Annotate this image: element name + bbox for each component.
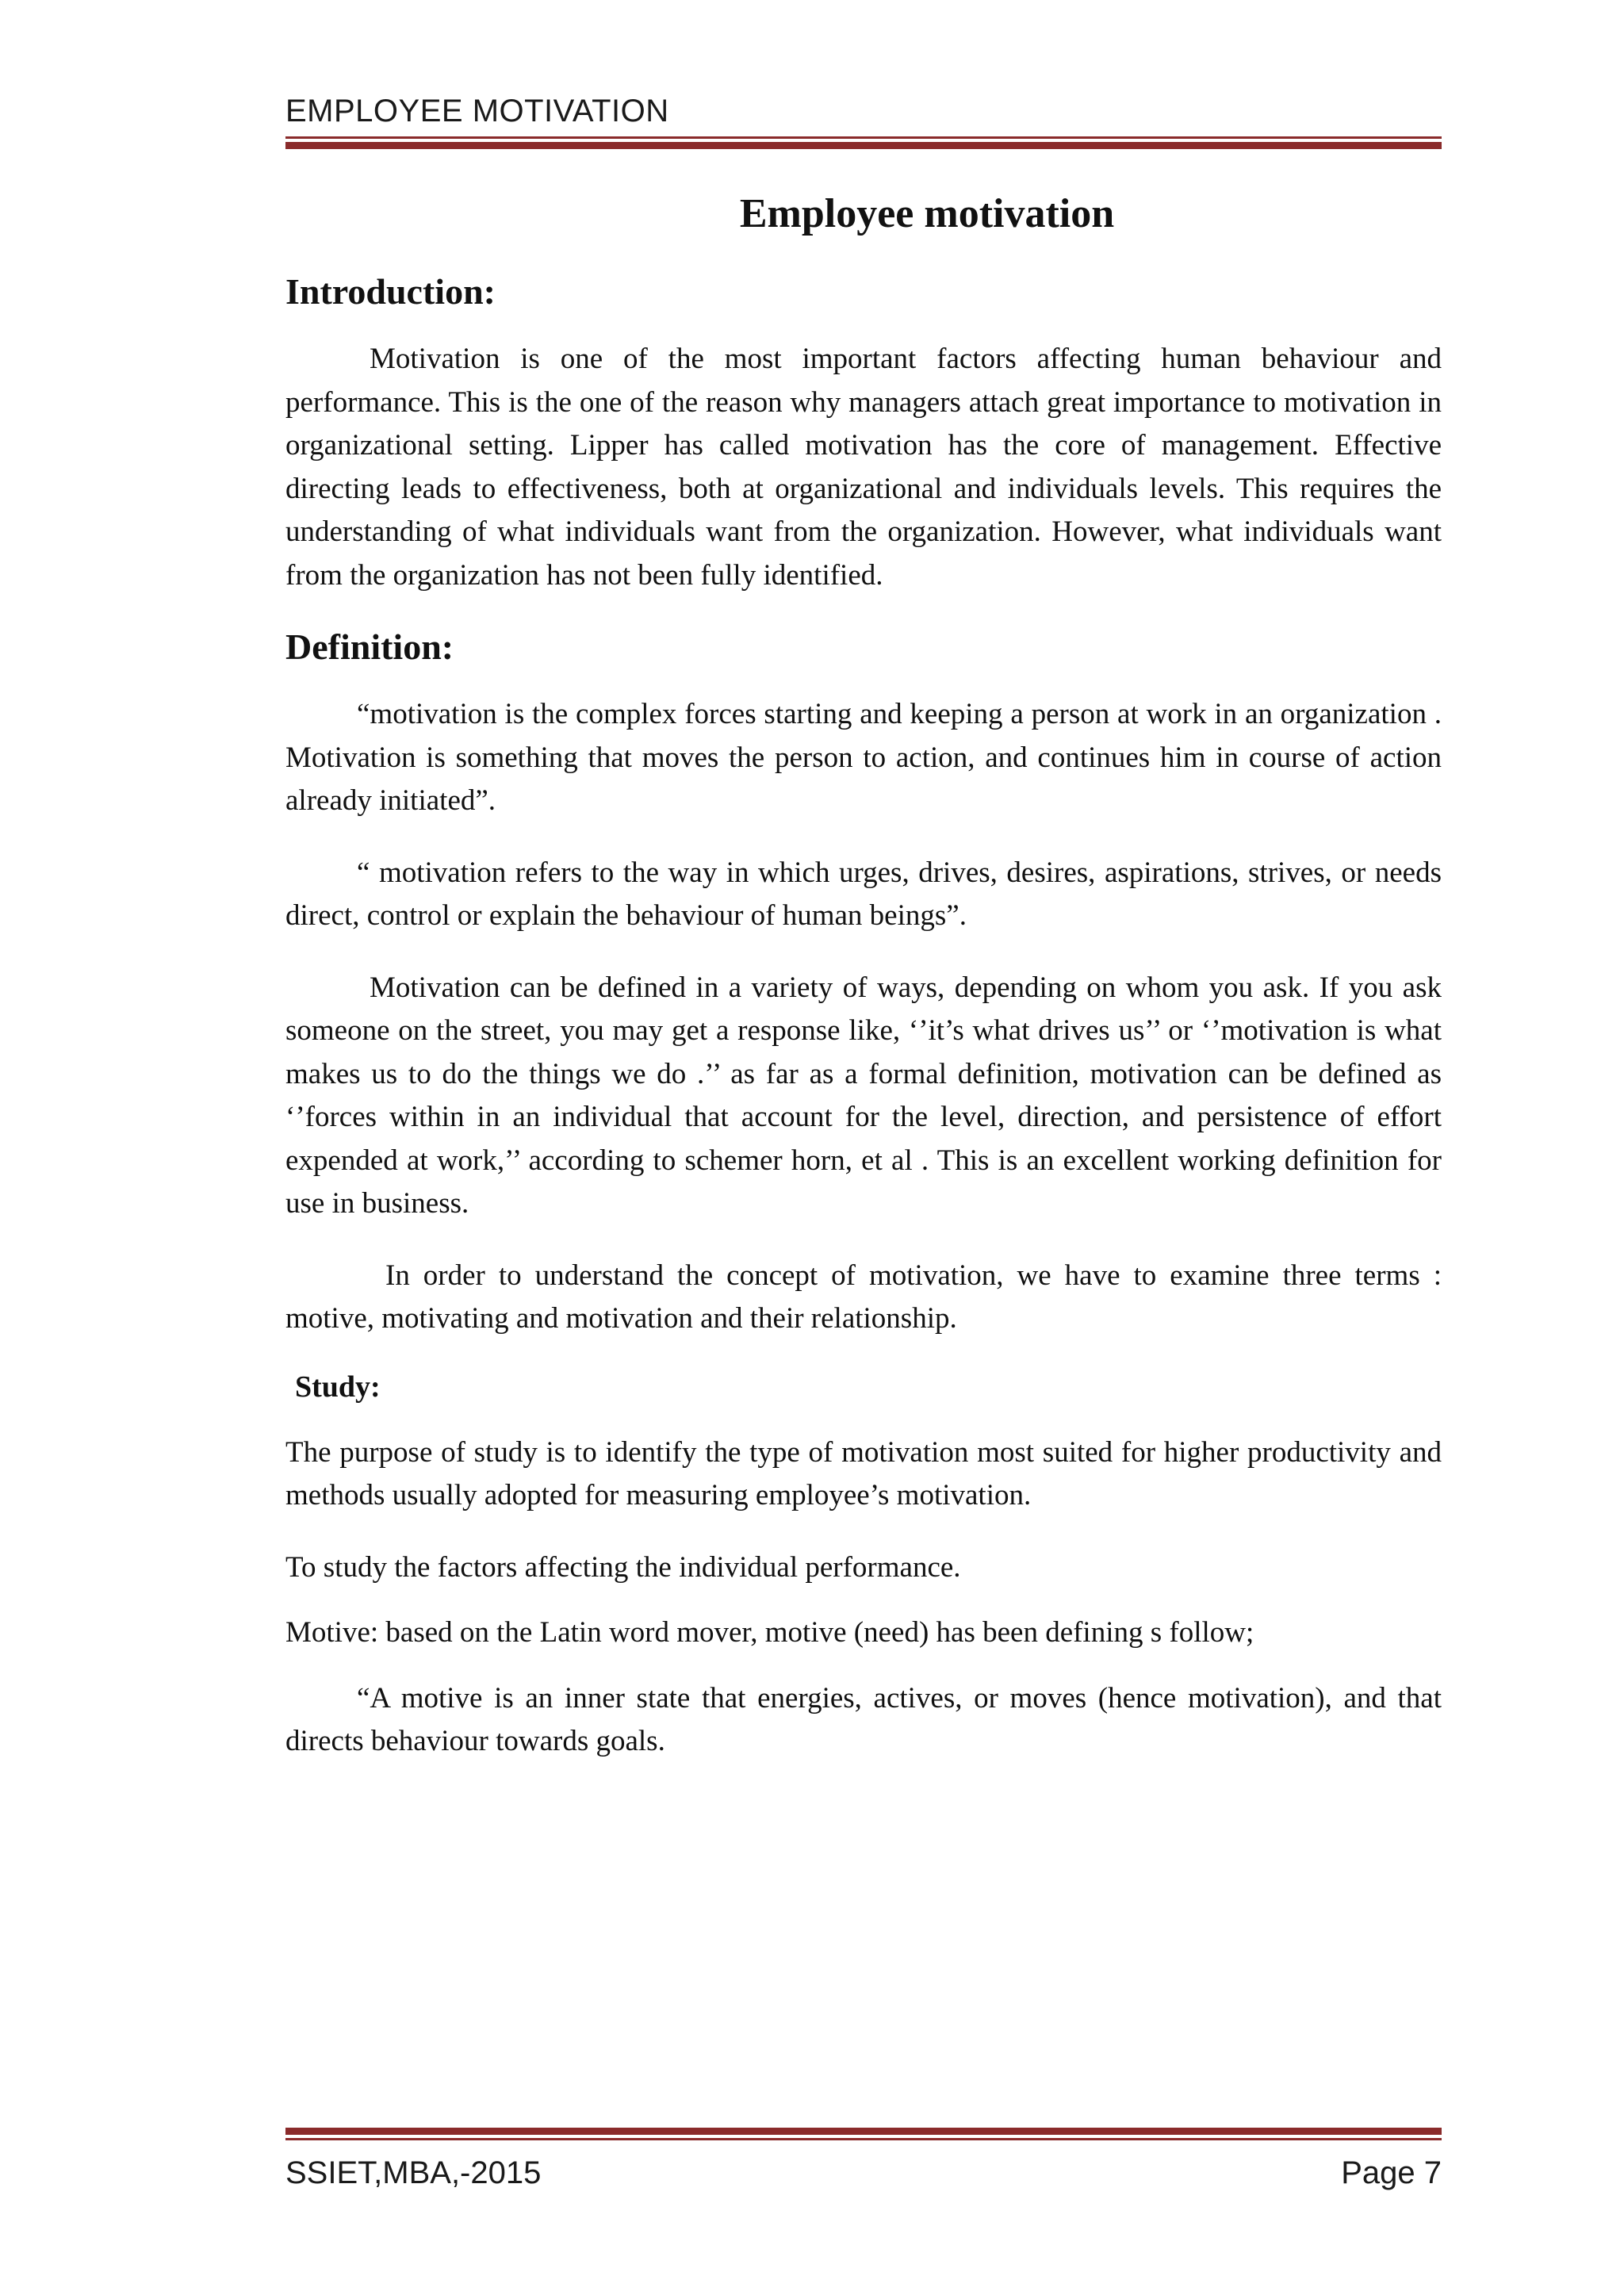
introduction-paragraph: Motivation is one of the most important factors affecting human behaviour and performance. This is the one of the reason why managers attach great importance to motivation in organizational setting. Lipper has called motivation has the core of management. Effective directing leads to effectiveness, both at organizational and individuals levels. This requires the understanding of what individuals want from the organization. However, what individuals want from the organization has not been fully identified. [285,343,1442,592]
study-heading: Study: [295,1370,381,1404]
introduction-heading: Introduction: [285,271,496,312]
page-title: Employee motivation [739,191,1115,236]
page-number: Page 7 [1341,2155,1442,2190]
study-paragraph-4: “A motive is an inner state that energies, actives, or moves (hence motivation), and that directs behaviour towards goals. [285,1681,1442,1757]
running-header: EMPLOYEE MOTIVATION [285,94,669,128]
definition-paragraph-4: In order to understand the concept of motivation, we have to examine three terms : motive, motivating and motivation and their relationship. [285,1259,1442,1335]
study-paragraph-1: The purpose of study is to identify the type of motivation most suited for higher productivity and methods usually adopted for measuring employee’s motivation. [285,1435,1442,1511]
definition-paragraph-3: Motivation can be defined in a variety of ways, depending on whom you ask. If you ask someone on the street, you may get a response like, ‘’it’s what drives us’’ or ‘’motivation is what makes us to do the things we do .’’ as far as a formal definition, motivation can be defined as ‘’forces within in an individual that account for the level, direction, and persistence of effort expended at work,’’ according to schemer horn, et al . This is an excellent working definition for use in business. [285,971,1442,1220]
footer-institution: SSIET,MBA,-2015 [285,2155,542,2190]
header-rule [285,136,1442,149]
study-paragraph-3: Motive: based on the Latin word mover, motive (need) has been defining s follow; [285,1616,1254,1649]
page-body [285,190,1442,1792]
definition-heading: Definition: [285,626,454,667]
definition-paragraph-1: “motivation is the complex forces starting and keeping a person at work in an organization . Motivation is something that moves the person to action, and continues him in course of action already initiated”. [285,698,1442,817]
study-paragraph-2: To study the factors affecting the individual performance. [285,1550,961,1584]
definition-paragraph-2: “ motivation refers to the way in which urges, drives, desires, aspirations, strives, or needs direct, control or explain the behaviour of human beings”. [285,856,1442,932]
footer-rule [285,2128,1442,2140]
